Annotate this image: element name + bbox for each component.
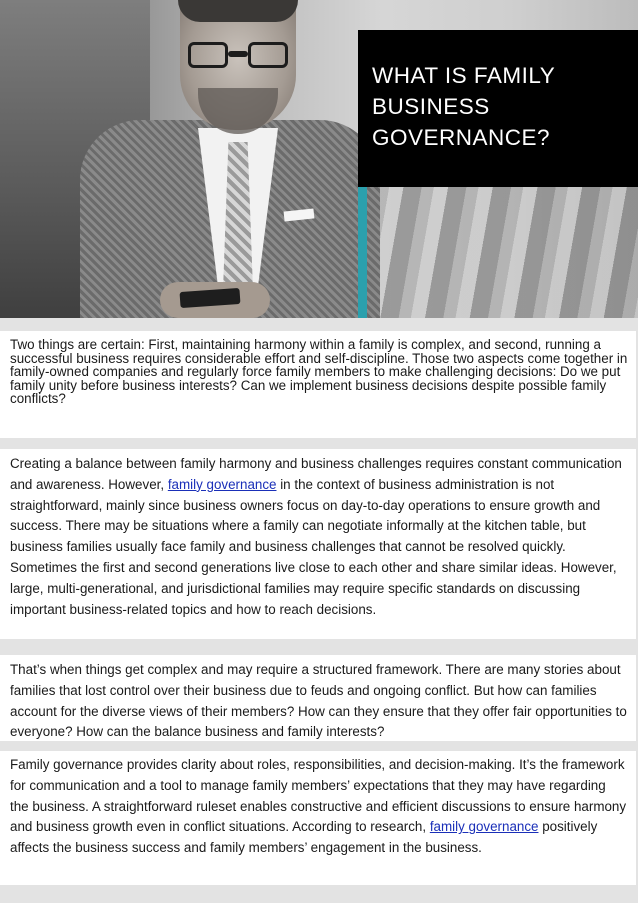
family-governance-research-link[interactable]: family governance [429,819,539,835]
section-complex [0,655,636,741]
balance-paragraph [10,454,628,558]
section-balance [0,449,636,639]
hair [178,0,298,22]
page-title [372,60,638,153]
balance-text-start: Creating a balance between family harmony and business challenges requires constant communication and awareness. However, [10,456,622,492]
intro-text: Two things are certain: First, maintaining harmony within a family is complex, and second, running a successful business requires considerable effort and self-discipline. Those two aspects come together in family-owned companies and regularly force family members to make challenging decisions: Do we put family unity before business interests? Can we implement business decisions despite possible family conflicts? [10,337,628,407]
glasses-icon [188,42,288,70]
balance-text-end: in the context of business administration is not straightforward, mainly since business owners focus on day-to-day operations to ensure growth and success. There may be situations where a family can negotiate informally at the kitchen table, but business families usually face family and business challenges that cannot be resolved quickly. [10,476,601,555]
family-governance-link[interactable]: family governance [167,476,277,492]
complex-paragraph: That’s when things get complex and may require a structured framework. There are many stories about families that lost control over their business due to feuds and ongoing conflict. But how can families account for the diverse views of their members? How can they ensure that they offer fair opportunities to everyone? How can the balance business and family interests? [10,662,627,740]
section-definition [0,751,636,885]
title-box [358,30,638,187]
title-line-1: WHAT IS FAMILY [372,63,556,88]
intro-panel [0,331,636,438]
definition-paragraph [10,755,628,859]
title-line-2: BUSINESS [372,94,490,119]
background-wall [360,180,638,318]
title-line-3: GOVERNANCE? [372,125,551,150]
definition-text-end: positively affects the business success and family members’ engagement in the business. [10,819,598,856]
businessman-figure [80,0,380,318]
generations-paragraph: Sometimes the first and second generations live close to each other and share similar ideas. However, large, multi-generational, and jurisdictional families may require specific standards on discussing important business-related topics and how to reach decisions. [10,559,617,617]
definition-text-start: Family governance provides clarity about roles, responsibilities, and decision-making. It’s the framework for communication and a tool to manage family members’ expectations that they may have regarding the business. A straightforward ruleset enables constructive and efficient discussions to ensure harmony and business growth even in conflict situations. According to research, [10,757,627,835]
